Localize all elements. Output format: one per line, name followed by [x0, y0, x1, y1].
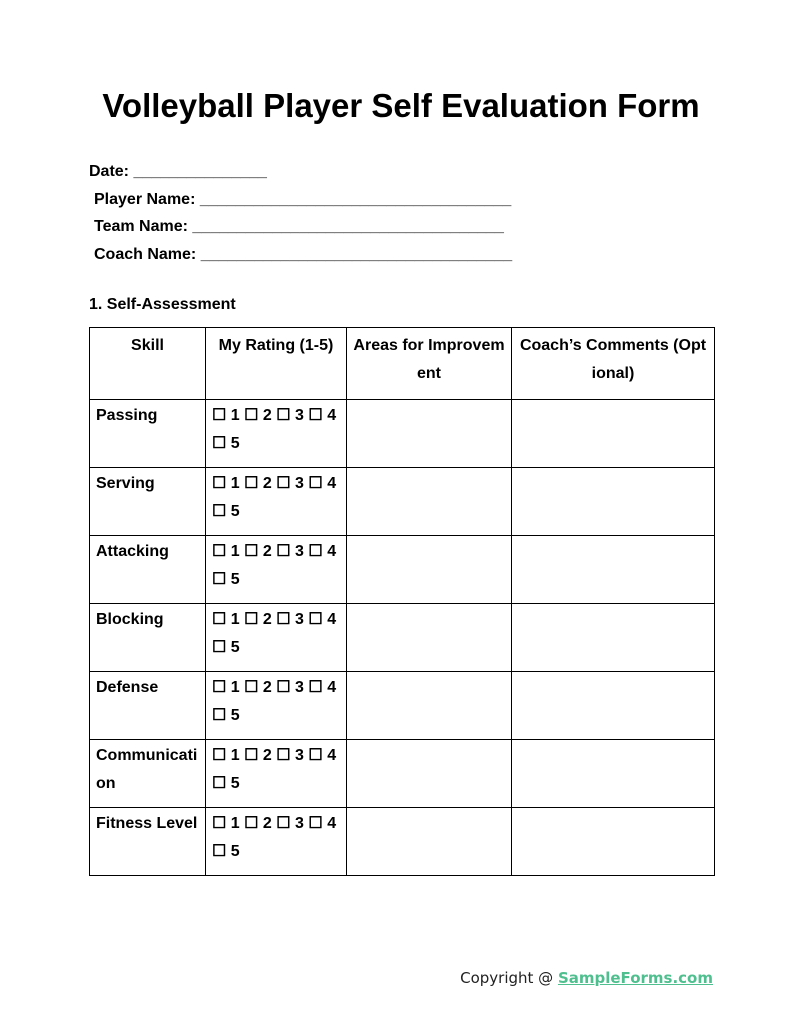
- date-field[interactable]: [89, 158, 512, 186]
- table-row: [90, 808, 715, 876]
- comments-cell[interactable]: [512, 740, 715, 808]
- skill-cell: Communication: [90, 740, 206, 808]
- comments-cell[interactable]: [512, 468, 715, 536]
- table-header-row: [90, 328, 715, 400]
- rating-cell[interactable]: ☐ 1 ☐ 2 ☐ 3 ☐ 4 ☐ 5: [206, 808, 347, 876]
- player-name-field[interactable]: [89, 186, 512, 214]
- rating-cell[interactable]: ☐ 1 ☐ 2 ☐ 3 ☐ 4 ☐ 5: [206, 740, 347, 808]
- team-name-field[interactable]: [89, 213, 512, 241]
- header-improvement: Areas for Improvement: [347, 328, 512, 400]
- table-row: [90, 604, 715, 672]
- comments-cell[interactable]: [512, 808, 715, 876]
- rating-cell[interactable]: ☐ 1 ☐ 2 ☐ 3 ☐ 4 ☐ 5: [206, 468, 347, 536]
- comments-cell[interactable]: [512, 536, 715, 604]
- rating-cell[interactable]: ☐ 1 ☐ 2 ☐ 3 ☐ 4 ☐ 5: [206, 400, 347, 468]
- rating-cell[interactable]: ☐ 1 ☐ 2 ☐ 3 ☐ 4 ☐ 5: [206, 672, 347, 740]
- coach-name-label: Coach Name:: [94, 245, 201, 263]
- header-rating: My Rating (1-5): [206, 328, 347, 400]
- table-row: [90, 672, 715, 740]
- improvement-cell[interactable]: [347, 604, 512, 672]
- player-name-label: Player Name:: [94, 190, 200, 208]
- copyright-text: Copyright @: [460, 969, 558, 987]
- skill-cell: Passing: [90, 400, 206, 468]
- improvement-cell[interactable]: [347, 740, 512, 808]
- team-name-label: Team Name:: [94, 218, 193, 235]
- self-assessment-table: [89, 327, 715, 876]
- table-row: [90, 536, 715, 604]
- skill-cell: Attacking: [90, 536, 206, 604]
- improvement-cell[interactable]: [347, 808, 512, 876]
- coach-name-blank[interactable]: ___________________________________: [200, 245, 513, 263]
- footer: [460, 967, 713, 989]
- improvement-cell[interactable]: [347, 536, 512, 604]
- improvement-cell[interactable]: [347, 672, 512, 740]
- sampleforms-link[interactable]: SampleForms.com: [557, 969, 713, 987]
- improvement-cell[interactable]: [347, 468, 512, 536]
- section-heading: 1. Self-Assessment: [89, 296, 236, 313]
- header-comments: Coach’s Comments (Optional): [512, 328, 715, 400]
- table-row: [90, 740, 715, 808]
- skill-cell: Blocking: [90, 604, 206, 672]
- improvement-cell[interactable]: [347, 400, 512, 468]
- date-label: Date:: [89, 163, 134, 180]
- page-title: Volleyball Player Self Evaluation Form: [102, 87, 700, 124]
- date-blank[interactable]: _______________: [133, 163, 267, 180]
- comments-cell[interactable]: [512, 604, 715, 672]
- skill-cell: Serving: [90, 468, 206, 536]
- player-name-blank[interactable]: ___________________________________: [199, 190, 512, 208]
- header-skill: Skill: [90, 328, 206, 400]
- rating-cell[interactable]: ☐ 1 ☐ 2 ☐ 3 ☐ 4 ☐ 5: [206, 536, 347, 604]
- skill-cell: Defense: [90, 672, 206, 740]
- skill-cell: Fitness Level: [90, 808, 206, 876]
- table-row: [90, 468, 715, 536]
- team-name-blank[interactable]: ___________________________________: [192, 218, 504, 235]
- comments-cell[interactable]: [512, 400, 715, 468]
- comments-cell[interactable]: [512, 672, 715, 740]
- info-fields: [89, 158, 512, 268]
- rating-cell[interactable]: ☐ 1 ☐ 2 ☐ 3 ☐ 4 ☐ 5: [206, 604, 347, 672]
- table-row: [90, 400, 715, 468]
- coach-name-field[interactable]: [89, 241, 512, 269]
